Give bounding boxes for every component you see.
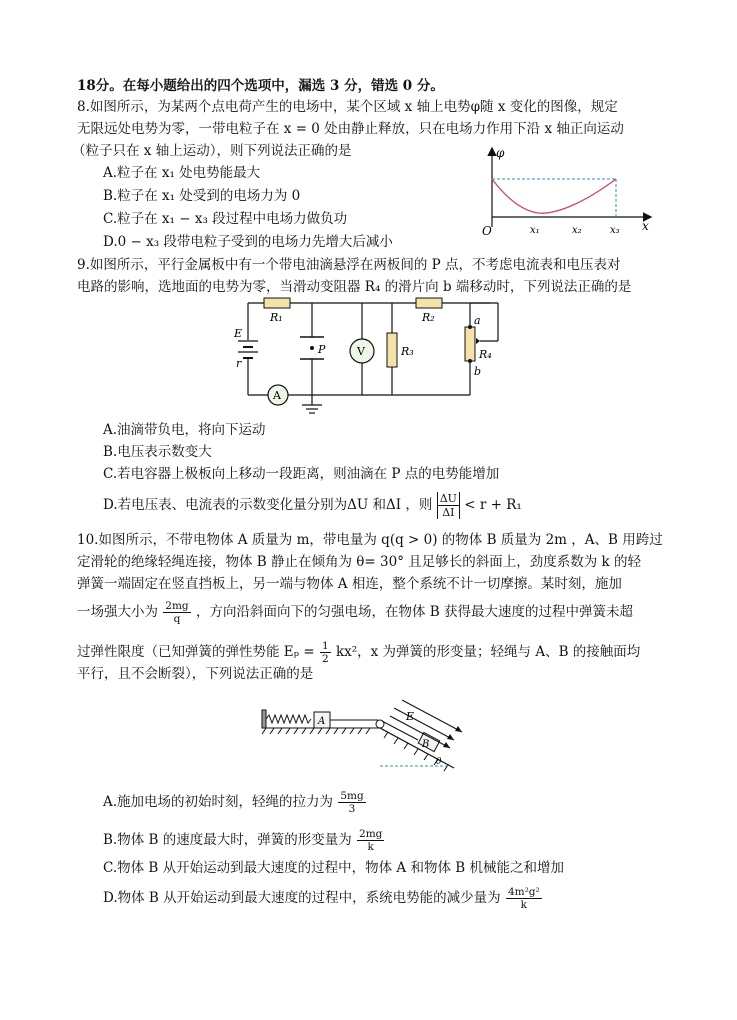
- label-v: V: [357, 345, 365, 358]
- q10-stem-line-1: 10.如图所示，不带电物体 A 质量为 m，带电量为 q(q > 0) 的物体 B 质量为 2m ，A、B 用跨过: [77, 532, 663, 548]
- label-r4: R₄: [479, 348, 492, 361]
- q8-stem-line-1: 8.如图所示，为某两个点电荷产生的电场中，某个区域 x 轴上电势φ随 x 变化的图像，规定: [77, 99, 618, 115]
- q10-option-a-text: A.施加电场的初始时刻，轻绳的拉力为: [103, 794, 334, 810]
- section-header: 18分。在每小题给出的四个选项中，漏选 3 分，错选 0 分。: [77, 78, 444, 94]
- q10-stem-line-6: 平行，且不会断裂），下列说法正确的是: [77, 666, 314, 682]
- label-r2: R₂: [422, 311, 435, 324]
- q9-option-d-den: ΔI: [437, 506, 460, 519]
- q9-option-d-num: ΔU: [437, 492, 460, 506]
- q10-option-b-text: B.物体 B 的速度最大时，弹簧的形变量为: [103, 832, 352, 848]
- label-a-end: a: [474, 314, 481, 327]
- q10-option-d-den: k: [520, 899, 528, 911]
- q10-option-d-num: 4m²g²: [507, 886, 540, 898]
- tick-x3: x₃: [610, 225, 620, 236]
- q10-field-den: q: [173, 613, 181, 625]
- q10-option-b-num: 2mg: [359, 828, 383, 840]
- q9-option-a: A.油滴带负电，将向下运动: [103, 422, 266, 438]
- potential-graph: [478, 145, 658, 245]
- q10-stem-line-3: 弹簧一端固定在竖直挡板上，另一端与物体 A 相连，整个系统不计一切摩擦。某时刻，施加: [77, 576, 622, 592]
- q10-option-a-num: 5mg: [340, 790, 364, 802]
- q10-stem5-pre: 过弹性限度（已知弹簧的弹性势能 Eₚ =: [77, 644, 315, 660]
- spring: [266, 715, 311, 723]
- label-field-e: E: [406, 710, 415, 723]
- q10-option-a-den: 3: [348, 803, 356, 815]
- label-r3: R₃: [401, 345, 414, 358]
- q8-option-b: B.粒子在 x₁ 处受到的电场力为 0: [103, 188, 301, 204]
- label-p: P: [318, 343, 326, 356]
- q9-stem-line-1: 9.如图所示，平行金属板中有一个带电油滴悬浮在两板间的 P 点，不考虑电流表和电压表对: [77, 257, 621, 273]
- label-block-a: A: [318, 716, 326, 727]
- origin-label: O: [482, 224, 492, 238]
- q10-energy-fraction: [320, 640, 331, 665]
- x-label: x: [642, 219, 649, 233]
- q9-option-d-ratio: [437, 492, 460, 519]
- q9-stem-line-2: 电路的影响，选地面的电势为零，当滑动变阻器 R₄ 的滑片向 b 端移动时，下列说法正确的是: [77, 279, 632, 295]
- potential-curve: [492, 179, 616, 213]
- label-block-b: B: [422, 739, 430, 750]
- label-b-end: b: [474, 365, 482, 378]
- q8-stem-line-3: （粒子只在 x 轴上运动），则下列说法正确的是: [72, 143, 352, 159]
- q10-stem-line-4: [77, 600, 633, 625]
- q9-option-d-text: D.若电压表、电流表的示数变化量分别为ΔU 和ΔI ，则: [103, 497, 433, 513]
- resistor-r4: [465, 327, 475, 361]
- label-theta: θ: [436, 757, 442, 767]
- oil-drop: [310, 346, 314, 350]
- q10-stem4-post: ，方向沿斜面向下的匀强电场，在物体 B 获得最大速度的过程中弹簧未超: [195, 604, 633, 620]
- q8-stem-line-2: 无限远处电势为零，一带电粒子在 x = 0 处由静止释放，只在电场力作用下沿 x 轴正向运动: [77, 121, 624, 137]
- tick-x2: x₂: [572, 225, 582, 236]
- phi-label: φ: [496, 146, 505, 160]
- label-r1: R₁: [270, 311, 283, 324]
- tick-x1: x₁: [530, 225, 540, 236]
- q10-stem-line-5: [77, 640, 640, 665]
- q10-option-a: [103, 790, 367, 815]
- circuit-diagram: [230, 295, 520, 420]
- q10-option-d-fraction: [506, 886, 542, 911]
- incline-figure: [258, 690, 468, 780]
- q9-option-d: [103, 492, 522, 519]
- q10-option-c: C.物体 B 从开始运动到最大速度的过程中，物体 A 和物体 B 机械能之和增加: [103, 860, 564, 876]
- resistor-r1: [264, 298, 290, 308]
- q10-stem-line-2: 定滑轮的绝缘轻绳连接，物体 B 静止在倾角为 θ= 30° 且足够长的斜面上，劲度系数为 k 的轻: [77, 554, 642, 570]
- resistor-r3: [387, 333, 397, 367]
- q10-option-d-text: D.物体 B 从开始运动到最大速度的过程中，系统电势能的减少量为: [103, 890, 501, 906]
- resistor-r2: [416, 298, 442, 308]
- q10-stem4-pre: 一场强大小为: [77, 604, 158, 620]
- q8-option-d: D.0 − x₃ 段带电粒子受到的电场力先增大后减小: [103, 234, 393, 250]
- label-r: r: [236, 357, 242, 370]
- q10-energy-num: 1: [321, 640, 329, 652]
- q10-option-b-fraction: [357, 828, 384, 853]
- q10-field-num: 2mg: [165, 600, 189, 612]
- q9-option-c: C.若电容器上极板向上移动一段距离，则油滴在 P 点的电势能增加: [103, 466, 500, 482]
- q10-field-fraction: [163, 600, 190, 625]
- label-e: E: [234, 327, 243, 340]
- q10-option-d: [103, 886, 543, 911]
- q10-stem5-post: kx²，x 为弹簧的形变量；轻绳与 A、B 的接触面均: [335, 644, 641, 660]
- q9-option-b: B.电压表示数变大: [103, 444, 212, 460]
- label-a: A: [273, 389, 281, 402]
- q10-option-b-den: k: [367, 841, 374, 853]
- q8-option-c: C.粒子在 x₁ − x₃ 段过程中电场力做负功: [103, 211, 348, 227]
- q10-energy-den: 2: [321, 653, 329, 665]
- q10-option-b: [103, 828, 385, 853]
- q10-option-a-fraction: [338, 790, 365, 815]
- q9-option-d-tail: < r + R₁: [464, 497, 522, 513]
- q8-option-a: A.粒子在 x₁ 处电势能最大: [103, 165, 261, 181]
